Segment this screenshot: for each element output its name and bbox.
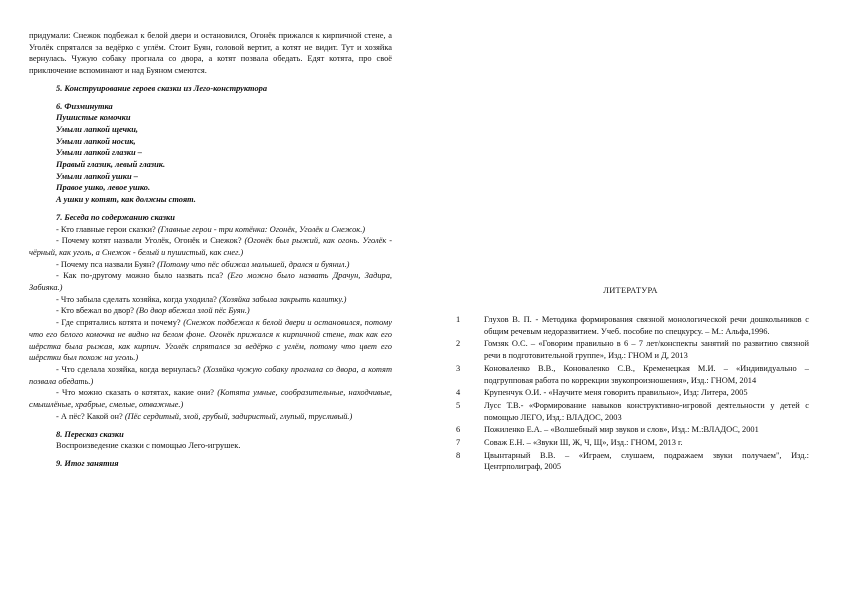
qa-item <box>29 270 392 293</box>
item-text: Гомзяк О.С. – «Говорим правильно в 6 – 7 лет/конспекты занятий по развитию связной речи в подготовительной группе», Изд.: ГНОМ и Д, 2013 <box>484 339 809 361</box>
qa-item <box>29 305 392 317</box>
poem <box>29 112 392 206</box>
answer: (Во двор вбежал злой пёс Буян.) <box>136 306 250 316</box>
section-8-text: Воспроизведение сказки с помощью Лего-игрушек. <box>56 441 241 451</box>
poem-line: Правый глазик, левый глазик. <box>56 160 166 170</box>
item-number: 5 <box>456 400 461 410</box>
question: - Кто главные герои сказки? <box>56 224 158 234</box>
literature-item <box>452 400 809 423</box>
item-number: 6 <box>456 425 461 435</box>
section-6-heading: 6. Физминутка <box>56 101 113 111</box>
poem-line: Правое ушко, левое ушко. <box>56 183 151 193</box>
section-7-heading: 7. Беседа по содержанию сказки <box>56 212 175 222</box>
item-number: 2 <box>456 339 461 349</box>
answer: (Потому что пёс обижал малышей, дрался и буянил.) <box>157 259 350 269</box>
literature-item <box>452 314 809 337</box>
right-page <box>452 286 809 595</box>
poem-line: Умыли лапкой носик, <box>56 136 136 146</box>
section-5-heading: 5. Конструирование героев сказки из Лего-конструктора <box>56 83 268 93</box>
qa-list <box>29 224 392 423</box>
item-number: 3 <box>456 363 461 373</box>
literature-list <box>452 314 809 473</box>
literature-item <box>452 437 809 449</box>
question: - Как по-другому можно было назвать пса? <box>56 271 228 281</box>
section-9-heading: 9. Итог занятия <box>56 458 119 468</box>
question: - Почему пса назвали Буян? <box>56 259 158 269</box>
poem-line: Пушистые комочки <box>56 113 131 123</box>
literature-item <box>452 424 809 436</box>
answer: (Огонёк был рыжий, как огонь. Уголёк - чёрный, как уголь, а Снежок - белый и пушистый, как снег.) <box>29 236 392 257</box>
left-page <box>29 30 392 595</box>
question: - Что забыла сделать хозяйка, когда уходила? <box>56 294 219 304</box>
poem-line: А ушки у котят, как должны стоят. <box>56 195 196 205</box>
qa-item <box>29 387 392 410</box>
item-text: Глухов В. П. - Методика формирования связной монологической речи дошкольников с общим речевым недоразвитием. Учеб. пособие по спецкурсу. – М.: Альфа,1996. <box>484 315 809 336</box>
story-ending-paragraph: придумали: Снежок подбежал к белой двери и остановился, Огонёк прижался к кирпичной стене, а Уголёк спрятался за ведёрко с углём. Стоит Буян, головой вертит, а котят не видит. Тут и хозяйка вернулась. Чужую собаку прогнала со двора, а котят позвала обедать. Едят котята, про своё приключение вспоминают и над Буяном смеются. <box>29 31 392 76</box>
item-text: Соваж Е.Н. – «Звуки Ш, Ж, Ч, Щ», Изд.: ГНОМ, 2013 г. <box>484 438 683 448</box>
qa-item <box>29 224 392 236</box>
question: - Почему котят назвали Уголёк, Огонёк и Снежок? <box>56 236 245 246</box>
poem-line: Умыли лапкой ушки – <box>56 171 138 181</box>
question: - Где спрятались котята и почему? <box>56 318 184 328</box>
answer: (Главные герои - три котёнка: Огонёк, Уголёк и Снежок.) <box>157 224 366 234</box>
question: - Что можно сказать о котятах, какие они? <box>56 388 218 398</box>
item-text: Пожиленко Е.А. – «Волшебный мир звуков и слов», Изд.: М.:ВЛАДОС, 2001 <box>484 425 759 435</box>
item-number: 1 <box>456 315 461 324</box>
poem-line: Умыли лапкой щечки, <box>56 124 138 134</box>
literature-item <box>452 450 809 473</box>
literature-item <box>452 338 809 361</box>
answer: (Хозяйка забыла закрыть калитку.) <box>218 294 347 304</box>
qa-item <box>29 235 392 258</box>
question: - Кто вбежал во двор? <box>56 306 137 316</box>
answer: (Хозяйка чужую собаку прогнала со двора, а котят позвала обедать.) <box>29 364 392 386</box>
qa-item <box>29 294 392 306</box>
qa-item <box>29 317 392 364</box>
qa-item <box>29 411 392 423</box>
section-8-heading: 8. Пересказ сказки <box>56 429 124 439</box>
item-text: Цвынтарный В.В. – «Играем, слушаем, подражаем звуки получаем", Изд.: Центрполиграф, 2005 <box>484 450 809 472</box>
question: - Что сделала хозяйка, когда вернулась? <box>56 364 204 374</box>
item-text: Коноваленко В.В., Коноваленко С.В., Кременецкая М.И. – «Индивидуально – подгрупповая работа по коррекции звукопроизношения», Изд.: ГНОМ, 2014 <box>484 363 809 385</box>
qa-item <box>29 259 392 271</box>
answer: (Снежок подбежал к белой двери и остановился, потому что его белого комочка не видно на белом фоне. Огонёк прижался к кирпичной стене, так как его шёрстка была рыжая, как кирпич. Уголёк спрятался за ведёрко с углём, потому что цвет его шёрстки был похож на уголь.) <box>29 318 392 363</box>
qa-item <box>29 364 392 387</box>
answer: (Его можно было назвать Драчун, Задира, Забияка.) <box>29 271 392 293</box>
literature-item <box>452 363 809 386</box>
question: - А пёс? Какой он? <box>56 411 125 421</box>
literature-item <box>452 387 809 399</box>
answer: (Котята умные, сообразительные, находчивые, смышлёные, храбрые, смелые, отважные.) <box>29 388 393 410</box>
literature-title: ЛИТЕРАТУРА <box>603 286 658 295</box>
item-number: 8 <box>456 450 461 460</box>
item-number: 4 <box>456 388 461 398</box>
answer: (Пёс сердитый, злой, грубый, задиристый, глупый, трусливый.) <box>124 411 353 421</box>
item-text: Крупенчук О.И. - «Научите меня говорить правильно», Изд: Литера, 2005 <box>484 388 748 398</box>
item-number: 7 <box>456 438 461 448</box>
poem-line: Умыли лапкой глазки – <box>56 148 142 158</box>
item-text: Лусс Т.В.- «Формирование навыков конструктивно-игровой деятельности у детей с помощью ЛЕГО, Изд.: ВЛАДОС, 2003 <box>484 400 809 422</box>
